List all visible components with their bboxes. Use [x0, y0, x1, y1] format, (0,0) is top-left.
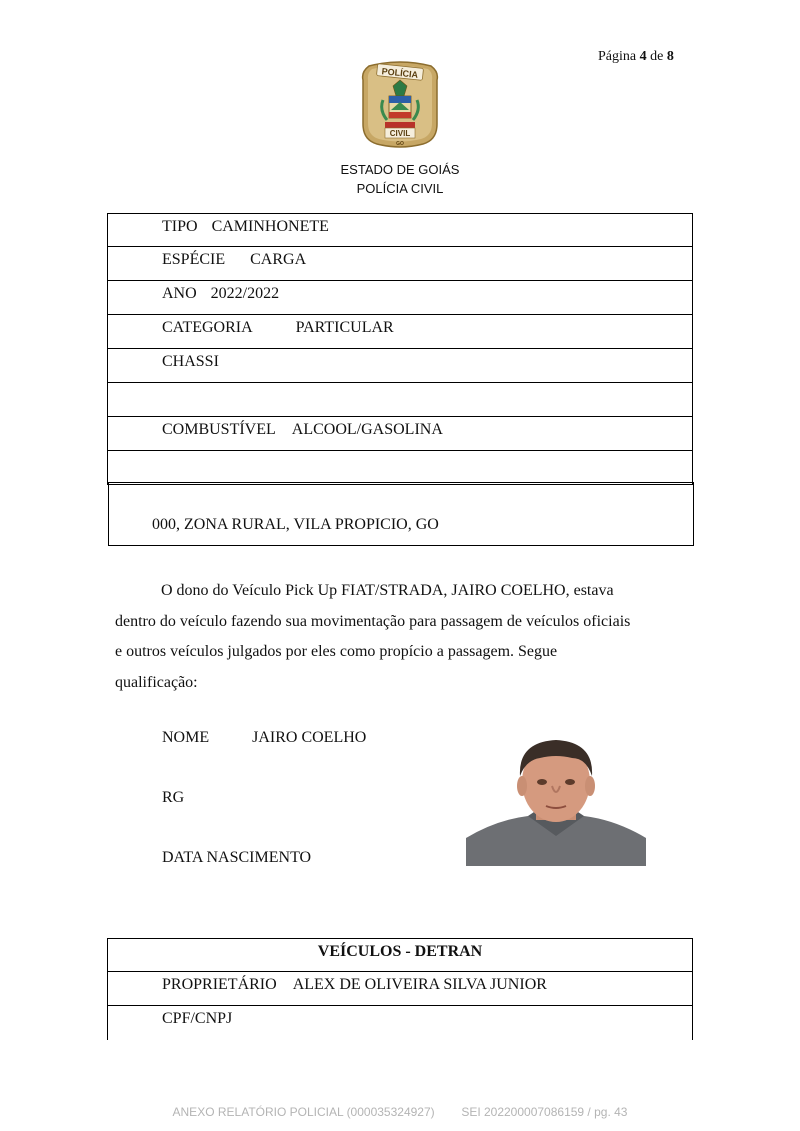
vehicle-row-empty: [107, 383, 693, 417]
tipo-value: CAMINHONETE: [211, 218, 329, 235]
combustivel-label: COMBUSTÍVEL: [162, 421, 276, 438]
page-current: 4: [639, 49, 647, 64]
person-nascimento: [162, 849, 311, 867]
detran-table: [107, 938, 693, 1040]
tipo-label: TIPO: [162, 218, 198, 235]
agency-name: POLÍCIA CIVIL: [356, 181, 444, 196]
address-box: [108, 482, 694, 546]
especie-label: ESPÉCIE: [162, 251, 226, 268]
vehicle-row-ano: [107, 281, 693, 315]
badge-top-text: POLÍCIA: [381, 66, 419, 80]
person-nome: [162, 729, 366, 747]
categoria-label: CATEGORIA: [162, 319, 253, 336]
agency-header: [0, 160, 800, 198]
page-of: de: [650, 49, 664, 64]
proprietario-value: ALEX DE OLIVEIRA SILVA JUNIOR: [292, 976, 547, 993]
badge-state-text: GO: [396, 141, 404, 147]
cpf-label: CPF/CNPJ: [162, 1010, 233, 1027]
detran-row-proprietario: [107, 972, 693, 1006]
vehicle-table: [107, 213, 693, 485]
nascimento-label: DATA NASCIMENTO: [162, 849, 312, 866]
police-badge-logo: [361, 60, 439, 148]
vehicle-row-categoria: [107, 315, 693, 349]
page-total: 8: [666, 49, 674, 64]
ano-label: ANO: [162, 285, 197, 302]
address-text: 000, ZONA RURAL, VILA PROPICIO, GO: [152, 516, 439, 533]
vehicle-row-tipo: [107, 213, 693, 247]
footer-sei: SEI 202200007086159 / pg. 43: [461, 1105, 628, 1119]
vehicle-row-combustivel: [107, 417, 693, 451]
suspect-photo: [466, 736, 646, 866]
vehicle-row-chassi: [107, 349, 693, 383]
combustivel-value: ALCOOL/GASOLINA: [291, 421, 443, 438]
page-label: Página: [598, 49, 637, 64]
footer-annex: ANEXO RELATÓRIO POLICIAL (000035324927): [172, 1105, 435, 1119]
nome-value: JAIRO COELHO: [252, 729, 367, 746]
especie-value: CARGA: [250, 251, 307, 268]
ano-value: 2022/2022: [210, 285, 280, 302]
rg-label: RG: [162, 789, 185, 806]
paragraph-line: dentro do veículo fazendo sua movimentação para passagem de veículos oficiais: [115, 612, 631, 630]
vehicle-row-empty-2: [107, 451, 693, 485]
narrative-paragraph: [115, 576, 695, 698]
paragraph-line: O dono do Veículo Pick Up FIAT/STRADA, JAIRO COELHO, estava: [161, 582, 614, 599]
page-number: [598, 49, 674, 65]
person-rg: [162, 789, 184, 807]
vehicle-row-especie: [107, 247, 693, 281]
paragraph-line: e outros veículos julgados por eles como propício a passagem. Segue: [115, 643, 558, 660]
detran-title: VEÍCULOS - DETRAN: [107, 938, 693, 972]
page-footer: [0, 1105, 800, 1119]
chassi-label: CHASSI: [162, 353, 219, 370]
badge-bottom-text: CIVIL: [389, 129, 411, 138]
categoria-value: PARTICULAR: [295, 319, 394, 336]
paragraph-line: qualificação:: [115, 673, 198, 691]
state-name: ESTADO DE GOIÁS: [340, 162, 460, 177]
proprietario-label: PROPRIETÁRIO: [162, 976, 277, 993]
nome-label: NOME: [162, 729, 210, 746]
detran-row-cpf: [107, 1006, 693, 1040]
